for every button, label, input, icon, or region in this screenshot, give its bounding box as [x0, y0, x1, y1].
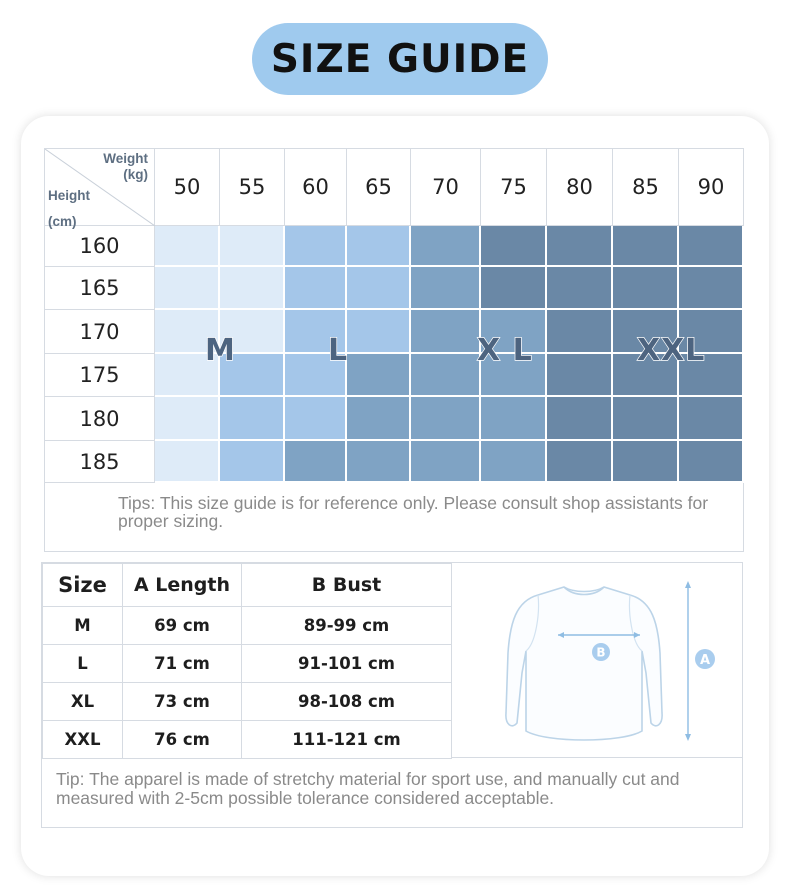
size-label-xl: X L — [477, 333, 533, 368]
size-label-m: M — [205, 333, 236, 368]
size-grid-cell — [155, 267, 220, 310]
size-grid-cell — [613, 226, 679, 267]
size-grid-cell — [481, 441, 547, 483]
table-row — [43, 721, 452, 759]
size-grid-cell — [220, 441, 285, 483]
size-grid-cell — [347, 226, 411, 267]
height-axis-label: Height (cm) — [48, 188, 90, 229]
size-chart-grid — [44, 148, 744, 552]
grid-tip-text: Tips: This size guide is for reference only. Please consult shop assistants for proper sizing. — [118, 493, 709, 531]
size-grid-cell — [347, 441, 411, 483]
length-cell: 71 cm — [123, 645, 242, 683]
size-grid-cell — [613, 397, 679, 441]
size-grid-cell — [547, 441, 613, 483]
weight-column-header: 65 — [347, 149, 411, 226]
size-grid-cell — [155, 226, 220, 267]
height-row-header: 180 — [45, 397, 155, 441]
size-grid-cell — [285, 267, 347, 310]
size-grid-cell — [481, 226, 547, 267]
table-row — [43, 607, 452, 645]
col-header-bust: B Bust — [242, 564, 452, 607]
bust-cell: 111-121 cm — [242, 721, 452, 759]
page-title: SIZE GUIDE — [270, 36, 530, 82]
weight-column-header: 75 — [481, 149, 547, 226]
weight-column-header: 50 — [155, 149, 220, 226]
size-grid-cell — [679, 226, 744, 267]
size-label-xxl: XXL — [637, 333, 706, 368]
size-grid-cell — [547, 267, 613, 310]
bust-marker-label: B — [596, 645, 606, 660]
size-grid-cell — [613, 441, 679, 483]
size-grid-cell — [411, 267, 481, 310]
height-row-header: 185 — [45, 441, 155, 483]
size-grid-cell — [547, 226, 613, 267]
bust-cell: 98-108 cm — [242, 683, 452, 721]
height-row-header: 160 — [45, 226, 155, 267]
measurement-header-row — [43, 564, 452, 607]
long-sleeve-shirt-illustration — [452, 563, 744, 758]
size-grid-cell — [679, 441, 744, 483]
size-label-l: L — [328, 333, 349, 368]
weight-axis-label: Weight (kg) — [103, 151, 148, 182]
size-grid-cell — [285, 397, 347, 441]
col-header-length: A Length — [123, 564, 242, 607]
size-grid-cell — [481, 397, 547, 441]
size-grid-cell — [285, 226, 347, 267]
weight-column-header: 80 — [547, 149, 613, 226]
weight-column-header: 90 — [679, 149, 744, 226]
size-grid-cell — [679, 267, 744, 310]
table-row — [43, 683, 452, 721]
garment-diagram — [451, 563, 743, 758]
bust-cell: 89-99 cm — [242, 607, 452, 645]
weight-column-header: 70 — [411, 149, 481, 226]
col-header-size: Size — [43, 564, 123, 607]
length-marker-label: A — [699, 653, 711, 668]
weight-column-header: 85 — [613, 149, 679, 226]
length-cell: 73 cm — [123, 683, 242, 721]
size-cell: XXL — [43, 721, 123, 759]
grid-corner-header — [45, 149, 155, 229]
size-grid-cell — [220, 267, 285, 310]
length-cell: 69 cm — [123, 607, 242, 645]
size-grid-cell — [285, 441, 347, 483]
size-grid-cell — [220, 397, 285, 441]
title-banner — [252, 23, 548, 95]
bust-cell: 91-101 cm — [242, 645, 452, 683]
height-row-header: 175 — [45, 354, 155, 397]
size-grid-cell — [547, 354, 613, 397]
height-row-header: 165 — [45, 267, 155, 310]
size-cell: M — [43, 607, 123, 645]
size-grid-cell — [220, 226, 285, 267]
size-cell: XL — [43, 683, 123, 721]
size-grid-cell — [481, 267, 547, 310]
size-grid-cell — [347, 354, 411, 397]
size-grid-cell — [411, 310, 481, 354]
table-row — [43, 645, 452, 683]
size-grid-cell — [547, 310, 613, 354]
size-grid-cell — [411, 397, 481, 441]
size-grid-cell — [547, 397, 613, 441]
size-grid-cell — [347, 310, 411, 354]
size-grid-cell — [411, 226, 481, 267]
size-grid-cell — [347, 267, 411, 310]
size-cell: L — [43, 645, 123, 683]
weight-column-header: 60 — [285, 149, 347, 226]
length-cell: 76 cm — [123, 721, 242, 759]
size-grid-cell — [411, 354, 481, 397]
size-grid-cell — [155, 441, 220, 483]
size-grid-cell — [679, 397, 744, 441]
size-grid-cell — [613, 267, 679, 310]
height-row-header: 170 — [45, 310, 155, 354]
size-grid-cell — [411, 441, 481, 483]
weight-column-header: 55 — [220, 149, 285, 226]
measurement-tip-text: Tip: The apparel is made of stretchy material for sport use, and manually cut and measured with 2-5cm possible tolerance considered acceptable. — [56, 769, 680, 808]
size-grid-cell — [347, 397, 411, 441]
measurement-table — [42, 563, 452, 759]
size-grid-cell — [155, 397, 220, 441]
